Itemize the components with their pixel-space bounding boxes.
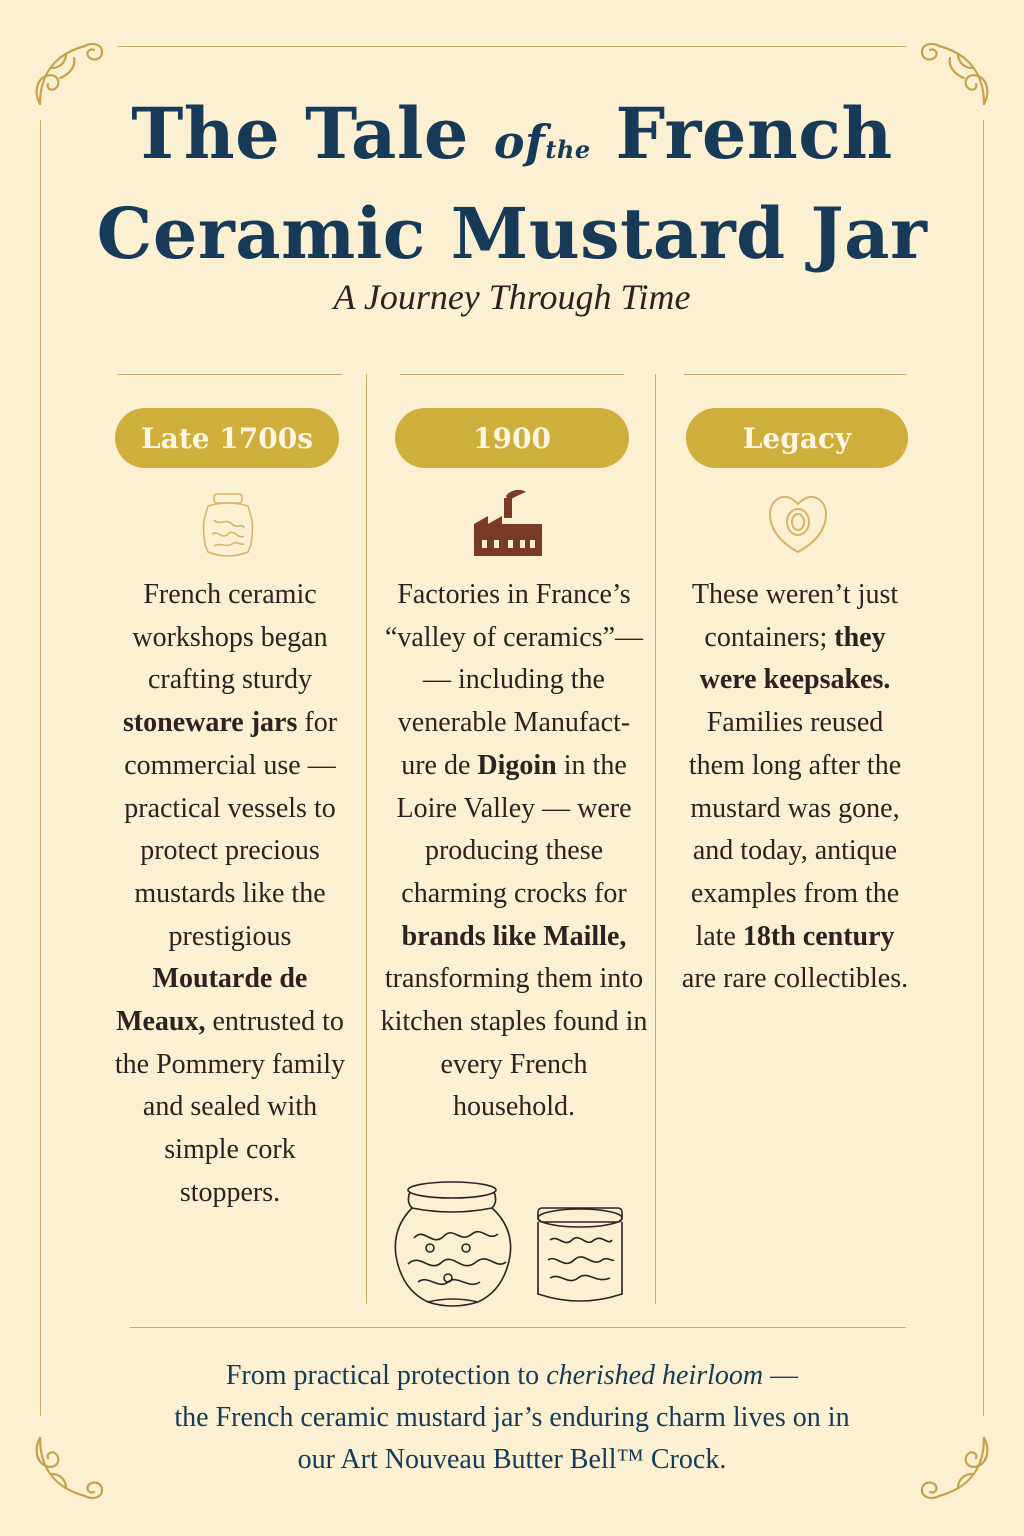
- footer-line-3: our Art Nouveau Butter Bell™ Crock.: [297, 1444, 727, 1475]
- footer-line-1: [60, 1355, 964, 1397]
- title-the-text: the: [545, 135, 591, 164]
- body-text: entrusted to the Pommery family and sealed with simple cork stoppers.: [114, 1006, 346, 1208]
- emphasis-text: Digoin: [477, 749, 557, 781]
- heart-locket-icon: [766, 490, 830, 556]
- column-top-rule: [684, 374, 906, 375]
- emphasis-text: they were keepsakes.: [699, 621, 891, 696]
- body-text: transforming them into kitchen staples found in every French household.: [380, 963, 648, 1123]
- title-text: French: [590, 92, 893, 175]
- era-badge-late-1700s: Late 1700s: [115, 408, 339, 468]
- column-text-1900: [380, 574, 648, 1129]
- footer-line-2: the French ceramic mustard jar’s enduring charm lives on in: [174, 1402, 850, 1433]
- title-line-2: Ceramic Mustard Jar: [96, 192, 928, 275]
- column-text-legacy: [680, 574, 910, 1001]
- footer-text-segment: From practical protection to: [225, 1360, 547, 1391]
- title-of-text: of: [493, 115, 546, 169]
- vintage-jars-illustration: [388, 1178, 634, 1312]
- body-text: French ceramic workshops began crafting sturdy: [132, 579, 328, 696]
- footer-text-segment: —: [763, 1360, 799, 1391]
- body-text: These weren’t just containers;: [691, 579, 899, 653]
- era-badge-legacy: Legacy: [686, 408, 908, 468]
- emphasis-text: brands like Maille,: [401, 920, 627, 952]
- title-line-1: [60, 92, 964, 192]
- factory-icon: [470, 486, 546, 558]
- top-border-rule: [118, 46, 906, 47]
- column-divider: [366, 374, 367, 1304]
- page-title: [60, 92, 964, 276]
- emphasis-text: 18th century: [742, 920, 895, 952]
- body-text: Families reused them long after the mustard was gone, and today, antique examples from the late: [688, 707, 902, 952]
- page-subtitle: A Journey Through Time: [333, 277, 691, 317]
- body-text: are rare collectibles.: [681, 963, 909, 995]
- body-text: in the Loire Valley — were producing these charming crocks for: [396, 749, 632, 909]
- title-text: The Tale: [131, 92, 494, 175]
- emphasis-text: Moutarde de Meaux,: [116, 963, 308, 1038]
- emphasis-text: stoneware jars: [122, 707, 298, 739]
- small-jar-icon: [198, 490, 258, 560]
- body-text: Factories in France’s “valley of ceramics”— — including the venerable Manufact-ure de: [384, 579, 644, 781]
- body-text: for commercial use — practical vessels to protect precious mustards like the prestigious: [124, 707, 338, 952]
- column-top-rule: [400, 374, 624, 375]
- era-badge-1900: 1900: [395, 408, 629, 468]
- column-text-late-1700s: [112, 574, 348, 1215]
- column-divider: [655, 374, 656, 1304]
- footer-text: [60, 1355, 964, 1481]
- footer-rule: [130, 1327, 906, 1328]
- footer-italic-segment: cherished heirloom: [546, 1360, 764, 1391]
- column-top-rule: [118, 374, 342, 375]
